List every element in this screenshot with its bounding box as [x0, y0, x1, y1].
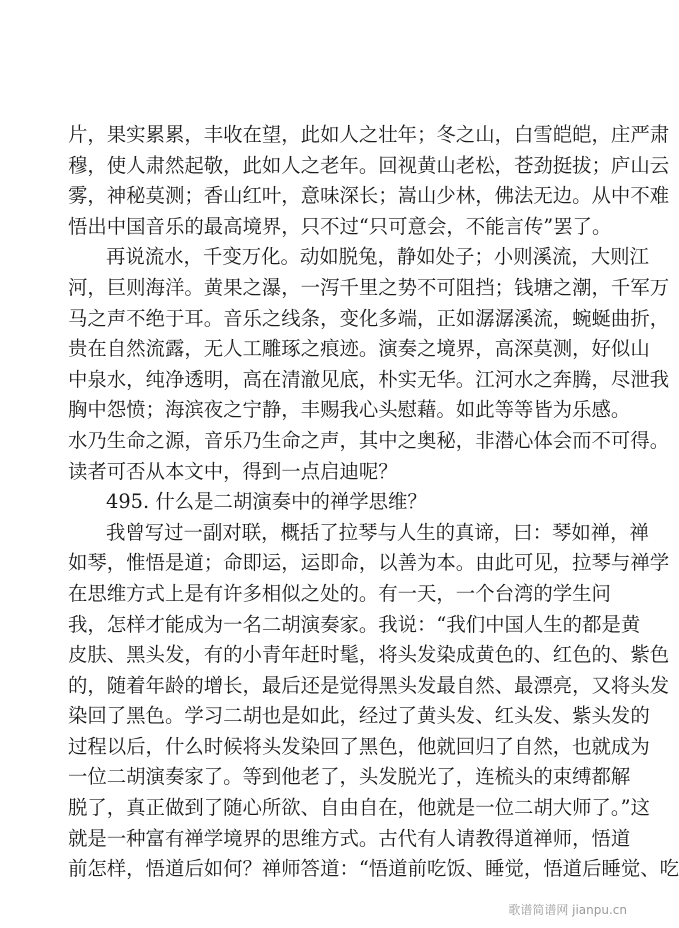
- body-text: [68, 120, 679, 885]
- text-line: 在思维方式上是有许多相似之处的。有一天，一个台湾的学生问: [68, 581, 611, 605]
- text-line: 水乃生命之源，音乐乃生命之声，其中之奥秘，非潜心体会而不可得。: [68, 428, 670, 452]
- text-line: 再说流水，千变万化。动如脱兔，静如处子；小则溪流，大则江: [106, 245, 649, 269]
- text-line: 如琴，惟悟是道；命即运，运即命，以善为本。由此可见，拉琴与禅学: [68, 551, 670, 575]
- text-line: 就是一种富有禅学境界的思维方式。古代有人请教得道禅师，悟道: [68, 826, 631, 850]
- question-heading: 495. 什么是二胡演奏中的禅学思维？: [106, 490, 427, 514]
- text-line: 悟出中国音乐的最高境界，只不过“只可意会，不能言传”罢了。: [68, 214, 612, 238]
- site-watermark: 歌谱简谱网 jianpu.cn: [508, 903, 627, 917]
- text-line: 马之声不绝于耳。音乐之线条，变化多端，正如潺潺溪流，蜿蜒曲折，: [68, 306, 670, 330]
- text-line: 河，巨则海洋。黄果之瀑，一泻千里之势不可阻挡；钱塘之潮，千军万: [68, 275, 670, 299]
- text-line: 一位二胡演奏家了。等到他老了，头发脱光了，连梳头的束缚都解: [68, 765, 631, 789]
- text-line: 的，随着年龄的增长，最后还是觉得黑头发最自然、最漂亮，又将头发: [68, 673, 670, 697]
- text-line: 我，怎样才能成为一名二胡演奏家。我说：“我们中国人生的都是黄: [68, 612, 641, 636]
- text-line: 我曾写过一副对联，概括了拉琴与人生的真谛，曰：琴如禅，禅: [106, 520, 649, 544]
- text-line: 前怎样，悟道后如何？禅师答道：“悟道前吃饭、睡觉，悟道后睡觉、吃: [68, 857, 679, 881]
- text-line: 雾，神秘莫测；香山红叶，意味深长；嵩山少林，佛法无边。从中不难: [68, 184, 670, 208]
- text-line: 胸中怨愤；海滨夜之宁静，丰赐我心头慰藉。如此等等皆为乐感。: [68, 398, 631, 422]
- text-line: 中泉水，纯净透明，高在清澈见底，朴实无华。江河水之奔腾，尽泄我: [68, 367, 670, 391]
- text-line: 贵在自然流露，无人工雕琢之痕迹。演奏之境界，高深莫测，好似山: [68, 337, 650, 361]
- text-line: 脱了，真正做到了随心所欲、自由自在，他就是一位二胡大师了。”这: [68, 796, 650, 820]
- text-line: 染回了黑色。学习二胡也是如此，经过了黄头发、红头发、紫头发的: [68, 704, 650, 728]
- text-line: 读者可否从本文中，得到一点启迪呢？: [68, 459, 398, 483]
- text-line: 过程以后，什么时候将头发染回了黑色，他就回归了自然，也就成为: [68, 734, 650, 758]
- text-line: 穆，使人肃然起敬，此如人之老年。回视黄山老松，苍劲挺拔；庐山云: [68, 153, 670, 177]
- text-line: 片，果实累累，丰收在望，此如人之壮年；冬之山，白雪皑皑，庄严肃: [68, 123, 670, 146]
- text-line: 皮肤、黑头发，有的小青年赶时髦，将头发染成黄色的、红色的、紫色: [68, 643, 670, 667]
